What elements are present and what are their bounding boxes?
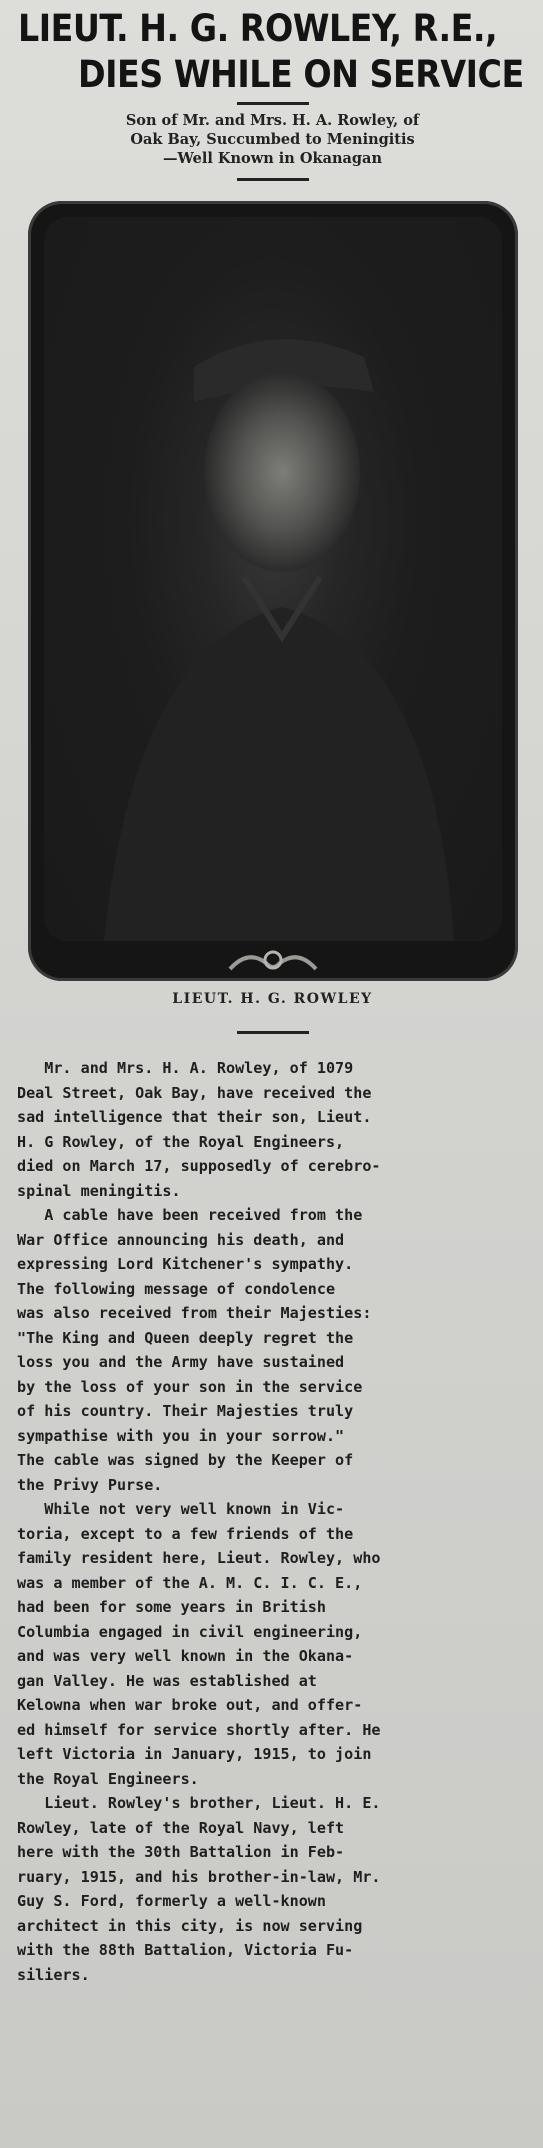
text-line: War Office announcing his death, and [17, 1230, 345, 1249]
text-line: "The King and Queen deeply regret the [17, 1328, 354, 1347]
portrait-photo-frame [28, 201, 518, 981]
text-line: Deal Street, Oak Bay, have received the [17, 1083, 372, 1102]
text-line: died on March 17, supposedly of cerebro- [17, 1157, 381, 1175]
text-line: with the 88th Battalion, Victoria Fu- [17, 1941, 354, 1959]
text-line: loss you and the Army have sustained [17, 1353, 345, 1371]
article-paragraph [17, 1203, 528, 1497]
text-line: The following message of condolence [17, 1279, 336, 1298]
text-line: sad intelligence that their son, Lieut. [17, 1108, 372, 1126]
text-line: H. G Rowley, of the Royal Engineers, [17, 1132, 345, 1151]
divider-rule [237, 178, 309, 181]
text-line: ed himself for service shortly after. He [17, 1720, 381, 1739]
divider-rule [237, 102, 309, 105]
subhead-line: —Well Known in Okanagan [163, 150, 382, 167]
text-line: and was very well known in the Okana- [17, 1647, 354, 1665]
text-line: The cable was signed by the Keeper of [17, 1451, 354, 1469]
text-line: Rowley, late of the Royal Navy, left [17, 1818, 345, 1837]
text-line: toria, except to a few friends of the [17, 1524, 354, 1543]
text-line: sympathise with you in your sorrow." [17, 1426, 345, 1445]
portrait-silhouette [44, 217, 502, 941]
text-line: Lieut. Rowley's brother, Lieut. H. E. [17, 1794, 381, 1812]
text-line: by the loss of your son in the service [17, 1377, 363, 1396]
text-line: spinal meningitis. [17, 1181, 181, 1200]
text-line: Guy S. Ford, formerly a well-known [17, 1892, 326, 1910]
text-line: was also received from their Majesties: [17, 1304, 372, 1322]
text-line: expressing Lord Kitchener's sympathy. [17, 1255, 354, 1273]
subheadline [20, 111, 525, 168]
headline [16, 0, 529, 98]
text-line: siliers. [17, 1965, 90, 1984]
text-line: here with the 30th Battalion in Feb- [17, 1843, 345, 1861]
frame-ornament-icon [228, 943, 318, 977]
article-paragraph [17, 1497, 528, 1791]
text-line: Kelowna when war broke out, and offer- [17, 1696, 363, 1714]
text-line: Columbia engaged in civil engineering, [17, 1622, 363, 1641]
text-line: Mr. and Mrs. H. A. Rowley, of 1079 [17, 1059, 354, 1077]
photo-caption: LIEUT. H. G. ROWLEY [172, 991, 373, 1007]
text-line: ruary, 1915, and his brother-in-law, Mr. [17, 1867, 381, 1886]
text-line: of his country. Their Majesties truly [17, 1402, 354, 1420]
text-line: the Royal Engineers. [17, 1769, 199, 1788]
article-paragraph [17, 1056, 528, 1203]
text-line: had been for some years in British [17, 1598, 326, 1616]
article-paragraph [17, 1791, 528, 1987]
text-line: left Victoria in January, 1915, to join [17, 1745, 372, 1763]
article-body [16, 1056, 529, 1987]
subhead-line: Son of Mr. and Mrs. H. A. Rowley, of [125, 112, 420, 129]
text-line: family resident here, Lieut. Rowley, who [17, 1549, 381, 1567]
headline-line-1: LIEUT. H. G. ROWLEY, R.E., [18, 7, 498, 50]
text-line: was a member of the A. M. C. I. C. E., [17, 1573, 363, 1592]
divider-rule [237, 1031, 309, 1034]
text-line: gan Valley. He was established at [17, 1671, 317, 1690]
text-line: A cable have been received from the [17, 1206, 363, 1224]
subhead-line: Oak Bay, Succumbed to Meningitis [130, 131, 415, 148]
text-line: the Privy Purse. [17, 1475, 163, 1494]
text-line: While not very well known in Vic- [17, 1500, 345, 1518]
portrait-photo [44, 217, 502, 941]
headline-line-2: DIES WHILE ON SERVICE [78, 53, 524, 96]
text-line: architect in this city, is now serving [17, 1916, 363, 1935]
